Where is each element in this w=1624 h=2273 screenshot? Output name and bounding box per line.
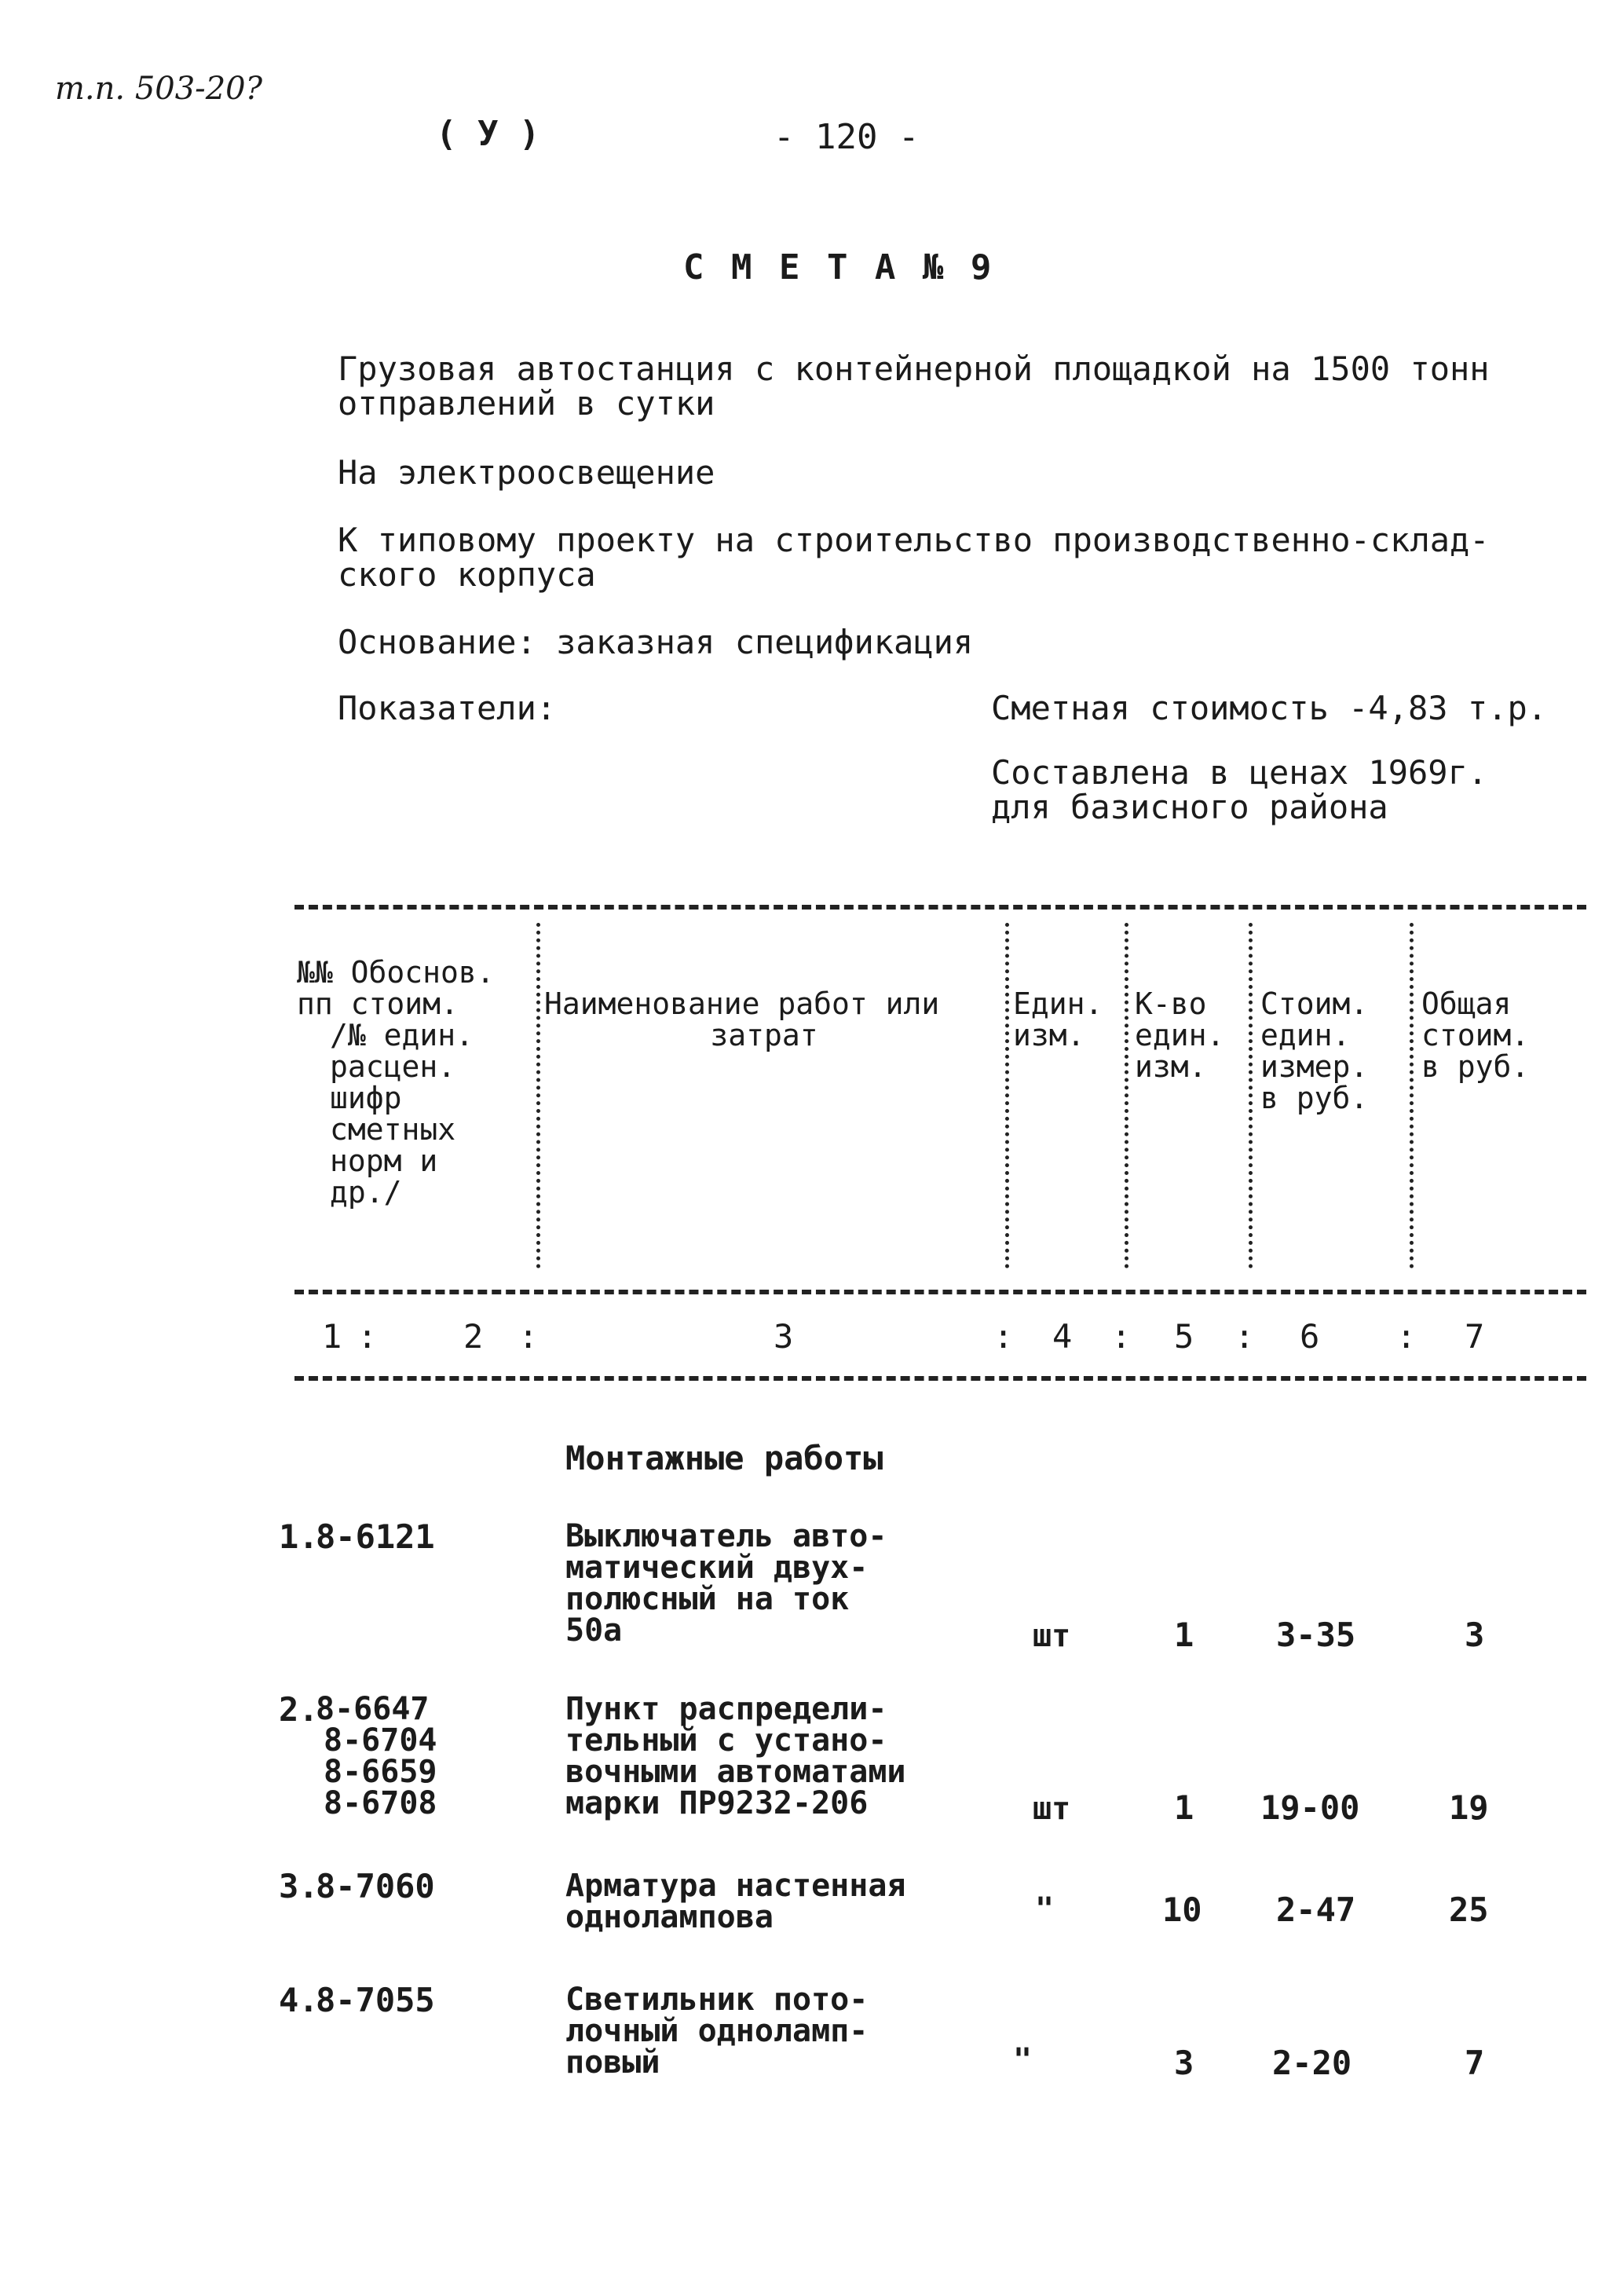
- col-separator: :: [1234, 1317, 1255, 1356]
- row-unit-cost: 19-00: [1260, 1788, 1360, 1827]
- row-number: 2.: [279, 1690, 319, 1729]
- row-name-line: полюсный на ток: [565, 1581, 850, 1617]
- row-code: 8-6659: [324, 1754, 437, 1790]
- col-separator: :: [357, 1317, 378, 1356]
- header-col1-l7: норм и: [330, 1144, 438, 1178]
- indicators-label: Показатели:: [338, 689, 557, 727]
- col-number-1: 1: [322, 1317, 342, 1356]
- object-line-1: Грузовая автостанция с контейнерной площадкой на 1500 тонн: [338, 350, 1490, 388]
- basis: Основание: заказная спецификация: [338, 623, 974, 661]
- row-unit: шт: [1033, 1618, 1071, 1654]
- table-top-rule: [294, 905, 1586, 910]
- header-col3-l1: Наименование работ или: [544, 986, 940, 1021]
- col-separator: :: [1111, 1317, 1132, 1356]
- header-col6-l3: измер.: [1260, 1049, 1369, 1084]
- header-col7-l1: Общая: [1421, 986, 1512, 1021]
- col-number-2: 2: [463, 1317, 484, 1356]
- row-unit: шт: [1033, 1791, 1071, 1827]
- header-col6-l1: Стоим.: [1260, 986, 1369, 1021]
- header-rule: [294, 1290, 1586, 1294]
- project-line-1: К типовому проекту на строительство производственно-склад-: [338, 521, 1490, 559]
- row-name-line: Выключатель авто-: [565, 1518, 887, 1554]
- column-divider: [1125, 923, 1128, 1268]
- row-code: 8-6708: [324, 1785, 437, 1821]
- col-separator: :: [1396, 1317, 1417, 1356]
- header-col1-l4: расцен.: [330, 1049, 456, 1084]
- numbers-rule: [294, 1376, 1586, 1381]
- section-title: Монтажные работы: [565, 1439, 883, 1477]
- row-name-line: повый: [565, 2044, 660, 2081]
- header-col7-l2: стоим.: [1421, 1018, 1530, 1052]
- header-col5-l2: един.: [1135, 1018, 1225, 1052]
- header-col5-l1: К-во: [1135, 986, 1207, 1021]
- row-qty: 3: [1174, 2044, 1194, 2082]
- header-col7-l3: в руб.: [1421, 1049, 1530, 1084]
- row-name-line: Светильник пото-: [565, 1982, 869, 2018]
- header-col1-l8: др./: [330, 1175, 402, 1210]
- row-code: 8-6121: [316, 1517, 435, 1556]
- row-code: 8-7055: [316, 1981, 435, 2019]
- row-name-line: 50а: [565, 1612, 623, 1649]
- row-qty: 1: [1174, 1788, 1194, 1827]
- row-number: 3.: [279, 1867, 319, 1905]
- col-separator: :: [518, 1317, 539, 1356]
- row-code: 8-7060: [316, 1867, 435, 1905]
- row-qty: 10: [1162, 1891, 1202, 1929]
- header-col5-l3: изм.: [1135, 1049, 1207, 1084]
- row-unit: ": [1035, 1891, 1055, 1927]
- header-col4-l1: Един.: [1013, 986, 1103, 1021]
- prices-line-1: Составлена в ценах 1969г.: [991, 753, 1488, 792]
- column-divider: [1005, 923, 1009, 1268]
- header-col1-l1: №№ Обоснов.: [297, 955, 495, 990]
- row-qty: 1: [1174, 1616, 1194, 1654]
- row-name-line: однолампова: [565, 1899, 774, 1935]
- page-number: - 120 -: [774, 117, 920, 157]
- header-col3-l2: затрат: [710, 1018, 818, 1052]
- row-name-line: вочными автоматами: [565, 1754, 906, 1790]
- row-name-line: матический двух-: [565, 1550, 869, 1586]
- header-col1-l2: пп стоим.: [297, 986, 459, 1021]
- header-col4-l2: изм.: [1013, 1018, 1085, 1052]
- row-name-line: лочный одноламп-: [565, 2013, 869, 2049]
- handwritten-reference: т.п. 503-20?: [55, 71, 263, 107]
- col-number-6: 6: [1300, 1317, 1320, 1356]
- col-number-3: 3: [774, 1317, 794, 1356]
- row-number: 1.: [279, 1517, 319, 1556]
- column-divider: [1249, 923, 1253, 1268]
- header-col1-l5: шифр: [330, 1081, 402, 1115]
- estimated-cost: Сметная стоимость -4,83 т.р.: [991, 689, 1548, 727]
- prices-line-2: для базисного района: [991, 788, 1388, 826]
- row-unit-cost: 2-47: [1276, 1891, 1356, 1929]
- row-total: 3: [1465, 1616, 1485, 1654]
- row-name-line: марки ПР9232-206: [565, 1785, 869, 1821]
- row-unit-cost: 3-35: [1276, 1616, 1356, 1654]
- column-divider: [1410, 923, 1414, 1268]
- col-number-7: 7: [1465, 1317, 1485, 1356]
- row-unit: ": [1013, 2042, 1033, 2078]
- subject: На электроосвещение: [338, 453, 715, 492]
- row-total: 7: [1465, 2044, 1485, 2082]
- header-col6-l2: един.: [1260, 1018, 1351, 1052]
- column-divider: [536, 923, 540, 1268]
- col-number-4: 4: [1052, 1317, 1073, 1356]
- header-col1-l6: сметных: [330, 1112, 456, 1147]
- document-title: С М Е Т А № 9: [683, 247, 995, 287]
- header-col1-l3: /№ един.: [330, 1018, 474, 1052]
- row-total: 19: [1449, 1788, 1489, 1827]
- col-separator: :: [993, 1317, 1014, 1356]
- row-name-line: тельный с устано-: [565, 1722, 887, 1759]
- row-code: 8-6647: [316, 1691, 430, 1727]
- project-line-2: ского корпуса: [338, 555, 596, 594]
- row-name-line: Арматура настенная: [565, 1868, 906, 1904]
- row-code: 8-6704: [324, 1722, 437, 1759]
- header-col6-l4: в руб.: [1260, 1081, 1369, 1115]
- row-unit-cost: 2-20: [1272, 2044, 1352, 2082]
- mark: ( У ): [436, 114, 540, 154]
- row-number: 4.: [279, 1981, 319, 2019]
- row-name-line: Пункт распредели-: [565, 1691, 887, 1727]
- object-line-2: отправлений в сутки: [338, 384, 715, 423]
- row-total: 25: [1449, 1891, 1489, 1929]
- col-number-5: 5: [1174, 1317, 1194, 1356]
